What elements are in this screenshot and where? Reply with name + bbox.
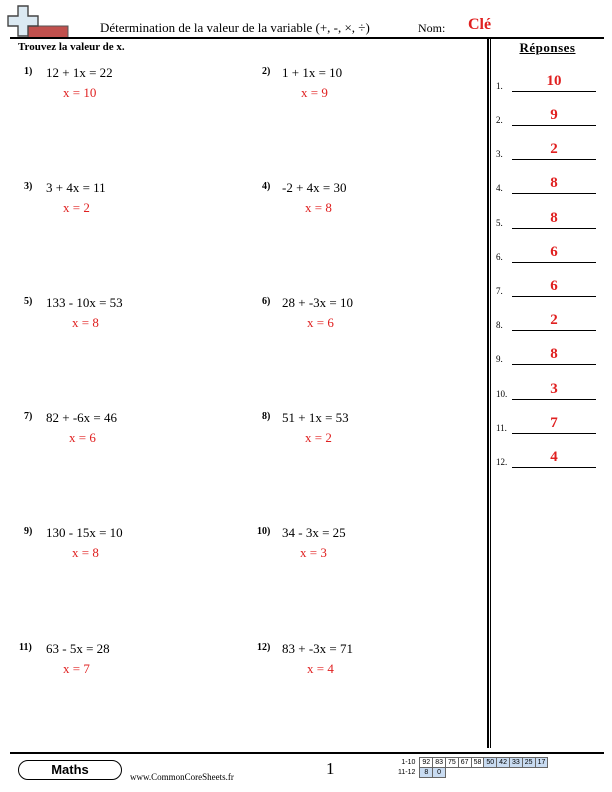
- problem-equation: -2 + 4x = 30: [282, 180, 347, 195]
- bottom-rule: [10, 752, 604, 754]
- problem-number: 1): [24, 66, 33, 77]
- problem-equation: 82 + -6x = 46: [46, 410, 117, 425]
- problem-answer: x = 2: [63, 200, 90, 215]
- score-cell: 25: [522, 758, 535, 768]
- answer-value: 9: [550, 107, 558, 123]
- score-row-label: 1-10: [401, 759, 416, 766]
- score-row: [396, 768, 548, 778]
- answer-line: [512, 228, 596, 229]
- name-label: Nom:: [418, 21, 446, 35]
- score-cell: 58: [471, 758, 484, 768]
- score-table: [396, 757, 548, 778]
- problem-number: 2): [262, 66, 271, 77]
- worksheet-title: Détermination de la valeur de la variable (+, -, ×, ÷): [100, 20, 370, 35]
- top-rule: [10, 37, 604, 39]
- problem-answer: x = 3: [300, 545, 327, 560]
- problem-answer: x = 4: [307, 661, 334, 676]
- problem-equation: 34 - 3x = 25: [282, 525, 346, 540]
- answer-number: 6.: [496, 252, 503, 262]
- site-link[interactable]: www.CommonCoreSheets.fr: [130, 772, 234, 782]
- answer-number: 9.: [496, 354, 503, 364]
- score-cell: 50: [484, 758, 497, 768]
- answer-value: 8: [550, 175, 558, 191]
- answer-value: 6: [550, 244, 558, 260]
- score-cell: 83: [433, 758, 446, 768]
- problem-number: 3): [24, 181, 33, 192]
- answer-panel-divider: [487, 38, 491, 748]
- problem-answer: x = 6: [307, 315, 334, 330]
- problem-answer: x = 8: [72, 315, 99, 330]
- name-value: Clé: [468, 16, 492, 33]
- score-cell: 8: [420, 768, 433, 778]
- score-cell: 42: [497, 758, 510, 768]
- problem-answer: x = 2: [305, 430, 332, 445]
- answer-number: 8.: [496, 320, 503, 330]
- score-cell: 92: [420, 758, 433, 768]
- problem-answer: x = 10: [63, 85, 97, 100]
- problem-answer: x = 7: [63, 661, 90, 676]
- answer-line: [512, 433, 596, 434]
- answer-number: 5.: [496, 218, 503, 228]
- score-empty: [445, 768, 547, 778]
- problem-equation: 130 - 15x = 10: [46, 525, 123, 540]
- answer-value: 3: [550, 381, 558, 397]
- answer-value: 8: [550, 210, 558, 226]
- answer-line: [512, 364, 596, 365]
- answer-value: 8: [550, 346, 558, 362]
- answer-number: 1.: [496, 81, 503, 91]
- answer-line: [512, 467, 596, 468]
- answer-number: 3.: [496, 149, 503, 159]
- answer-number: 7.: [496, 286, 503, 296]
- instruction-text: Trouvez la valeur de x.: [18, 41, 125, 53]
- answer-value: 2: [550, 141, 558, 157]
- problem-number: 9): [24, 526, 33, 537]
- answer-value: 2: [550, 312, 558, 328]
- answer-value: 4: [550, 449, 558, 465]
- answer-line: [512, 296, 596, 297]
- answer-line: [512, 193, 596, 194]
- problem-answer: x = 6: [69, 430, 96, 445]
- problem-equation: 1 + 1x = 10: [282, 65, 343, 80]
- problem-equation: 12 + 1x = 22: [46, 65, 113, 80]
- answer-value: 7: [550, 415, 558, 431]
- answer-number: 10.: [496, 389, 508, 399]
- problem-number: 4): [262, 181, 271, 192]
- answers-title: Réponses: [519, 40, 576, 55]
- answer-line: [512, 330, 596, 331]
- problem-equation: 63 - 5x = 28: [46, 641, 110, 656]
- answer-line: [512, 399, 596, 400]
- problem-number: 11): [19, 642, 32, 653]
- answer-number: 2.: [496, 115, 503, 125]
- problem-number: 5): [24, 296, 33, 307]
- answer-line: [512, 262, 596, 263]
- problem-equation: 51 + 1x = 53: [282, 410, 349, 425]
- answer-line: [512, 159, 596, 160]
- answer-number: 11.: [496, 423, 507, 433]
- problem-number: 7): [24, 411, 33, 422]
- problem-number: 10): [257, 526, 271, 537]
- answer-value: 10: [546, 73, 562, 89]
- answer-number: 12.: [496, 457, 508, 467]
- subject-badge: Maths: [18, 760, 122, 780]
- score-cell: 67: [458, 758, 471, 768]
- problem-answer: x = 8: [305, 200, 332, 215]
- problem-number: 6): [262, 296, 271, 307]
- problem-number: 12): [257, 642, 271, 653]
- problem-answer: x = 8: [72, 545, 99, 560]
- score-cell: 0: [433, 768, 446, 778]
- answer-line: [512, 91, 596, 92]
- problem-equation: 83 + -3x = 71: [282, 641, 353, 656]
- answer-value: 6: [550, 278, 558, 294]
- problem-equation: 133 - 10x = 53: [46, 295, 123, 310]
- score-row-label: 11-12: [398, 769, 416, 776]
- problem-number: 8): [262, 411, 271, 422]
- problem-equation: 28 + -3x = 10: [282, 295, 353, 310]
- score-cell: 17: [535, 758, 548, 768]
- answer-number: 4.: [496, 183, 503, 193]
- answer-line: [512, 125, 596, 126]
- problem-answer: x = 9: [301, 85, 328, 100]
- score-cell: 75: [445, 758, 458, 768]
- score-row: [396, 758, 548, 768]
- plus-logo-icon: [6, 4, 70, 40]
- score-cell: 33: [509, 758, 522, 768]
- page-number: 1: [326, 759, 335, 778]
- problem-equation: 3 + 4x = 11: [46, 180, 106, 195]
